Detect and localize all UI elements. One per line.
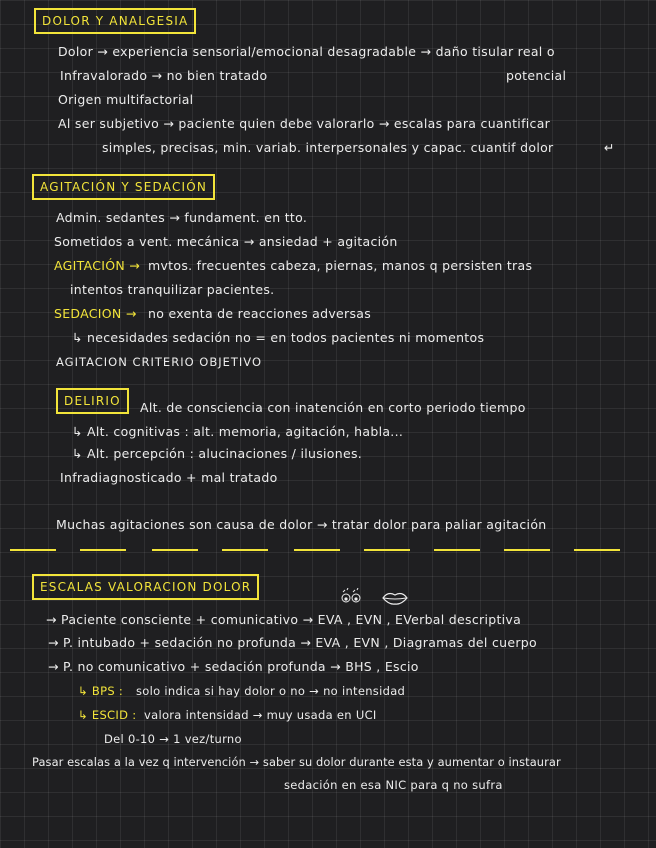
sedacion-label: SEDACION →	[54, 306, 137, 321]
line: ↳ Alt. percepción : alucinaciones / ilusiones.	[72, 446, 363, 461]
line: Admin. sedantes → fundament. en tto.	[56, 210, 308, 225]
line: valora intensidad → muy usada en UCI	[144, 708, 377, 722]
line: simples, precisas, min. variab. interpersonales y capac. cuantif dolor	[102, 140, 554, 155]
agitacion-label: AGITACIÓN →	[54, 258, 141, 273]
divider-dash	[294, 549, 340, 551]
heading-dolor: DOLOR Y ANALGESIA	[34, 8, 196, 34]
divider-dash	[574, 549, 620, 551]
line: ↵	[604, 140, 615, 155]
line: Infravalorado → no bien tratado	[60, 68, 268, 83]
heading-agitacion: AGITACIÓN Y SEDACIÓN	[32, 174, 215, 200]
divider-dash	[10, 549, 56, 551]
divider-dash	[364, 549, 410, 551]
divider-dash	[152, 549, 198, 551]
line: ↳ necesidades sedación no = en todos pacientes ni momentos	[72, 330, 485, 345]
line: solo indica si hay dolor o no → no intensidad	[136, 684, 406, 698]
eyes-icon	[340, 588, 362, 604]
line: → Paciente consciente + comunicativo → EVA , EVN , EVerbal descriptiva	[46, 612, 522, 627]
line: → P. no comunicativo + sedación profunda → BHS , Escio	[48, 659, 419, 674]
line: no exenta de reacciones adversas	[148, 306, 372, 321]
divider-dash	[222, 549, 268, 551]
line: Muchas agitaciones son causa de dolor → tratar dolor para paliar agitación	[56, 517, 547, 532]
heading-escalas: ESCALAS VALORACION DOLOR	[32, 574, 259, 600]
line: intentos tranquilizar pacientes.	[70, 282, 275, 297]
divider-dash	[80, 549, 126, 551]
line: sedación en esa NIC para q no sufra	[284, 778, 503, 792]
line: Infradiagnosticado + mal tratado	[60, 470, 278, 485]
line: Del 0-10 → 1 vez/turno	[104, 732, 242, 746]
line: Sometidos a vent. mecánica → ansiedad + agitación	[54, 234, 398, 249]
lips-icon	[382, 590, 408, 606]
line: mvtos. frecuentes cabeza, piernas, manos q persisten tras	[148, 258, 533, 273]
divider-dash	[434, 549, 480, 551]
line: AGITACION CRITERIO OBJETIVO	[56, 355, 263, 369]
bps-label: ↳ BPS :	[78, 684, 124, 698]
line: Pasar escalas a la vez q intervención → saber su dolor durante esta y aumentar o instaurar	[32, 755, 561, 769]
heading-delirio: DELIRIO	[56, 388, 129, 414]
line: → P. intubado + sedación no profunda → EVA , EVN , Diagramas del cuerpo	[48, 635, 537, 650]
line: Origen multifactorial	[58, 92, 194, 107]
line: Dolor → experiencia sensorial/emocional desagradable → daño tisular real o	[58, 44, 555, 59]
line: Al ser subjetivo → paciente quien debe valorarlo → escalas para cuantificar	[58, 116, 551, 131]
escid-label: ↳ ESCID :	[78, 708, 137, 722]
line: ↳ Alt. cognitivas : alt. memoria, agitación, habla...	[72, 424, 404, 439]
line: Alt. de consciencia con inatención en corto periodo tiempo	[140, 400, 526, 415]
divider-dash	[504, 549, 550, 551]
line: potencial	[506, 68, 567, 83]
